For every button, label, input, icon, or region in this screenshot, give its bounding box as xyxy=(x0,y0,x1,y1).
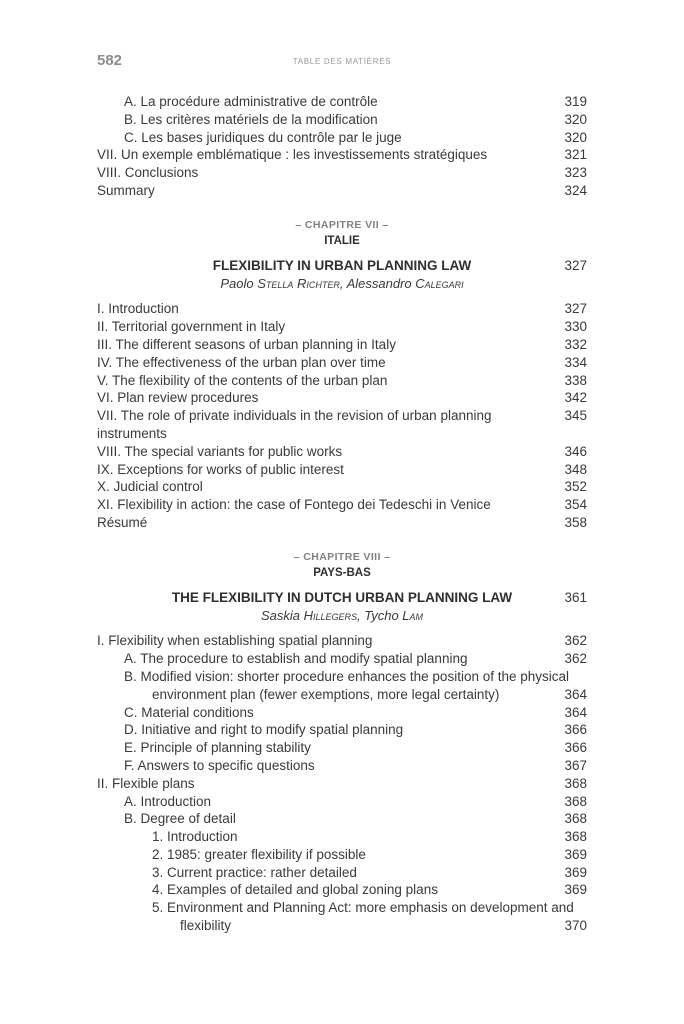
toc-entry xyxy=(97,300,587,318)
entry-page-number: 324 xyxy=(564,182,587,198)
entry-label: I. Flexibility when establishing spatial planning xyxy=(97,633,373,649)
toc-entry xyxy=(97,650,587,668)
toc-entry xyxy=(97,668,587,686)
entry-page-number: 366 xyxy=(564,740,587,756)
entry-page-number: 338 xyxy=(564,372,587,388)
author-given-name: Saskia xyxy=(260,607,304,623)
entry-page-number: 369 xyxy=(564,846,587,862)
entry-label: B. Modified vision: shorter procedure enhances the position of the physical xyxy=(124,668,570,684)
entry-label: I. Introduction xyxy=(97,301,179,317)
entry-page-number: 352 xyxy=(564,479,587,495)
entry-label: VIII. Conclusions xyxy=(97,165,199,181)
entry-page-number: 368 xyxy=(564,811,587,827)
chapter-place: PAYS-BAS xyxy=(313,566,371,579)
entry-page-number: 342 xyxy=(564,390,587,406)
toc-entry xyxy=(97,182,587,200)
entry-page-number: 362 xyxy=(564,633,587,649)
author-given-name: , Tycho xyxy=(357,607,403,623)
entry-label: B. Les critères matériels de la modification xyxy=(124,111,378,127)
entry-page-number: 367 xyxy=(564,757,587,773)
toc-entry xyxy=(97,793,587,811)
toc-entry xyxy=(97,704,587,722)
entry-page-number: 364 xyxy=(564,704,587,720)
entry-label: E. Principle of planning stability xyxy=(124,740,311,756)
entry-page-number: 320 xyxy=(564,129,587,145)
entry-label: X. Judicial control xyxy=(97,479,203,495)
toc-entry xyxy=(97,146,587,164)
chapter-title-page-number: 327 xyxy=(564,257,587,273)
entry-label: V. The flexibility of the contents of the urban plan xyxy=(97,372,388,388)
chapter-title: THE FLEXIBILITY IN DUTCH URBAN PLANNING LAW xyxy=(171,589,513,605)
entry-page-number: 358 xyxy=(564,514,587,530)
toc-entry xyxy=(97,846,587,864)
entry-page-number: 348 xyxy=(564,461,587,477)
toc-entry xyxy=(97,354,587,372)
toc-entry xyxy=(97,93,587,111)
entry-page-number: 345 xyxy=(564,408,587,424)
entry-label: Résumé xyxy=(97,514,148,530)
entry-label: environment plan (fewer exemptions, more legal certainty) xyxy=(152,686,500,702)
entry-label: VIII. The special variants for public works xyxy=(97,443,343,459)
entry-label: D. Initiative and right to modify spatial planning xyxy=(124,722,404,738)
entry-label: 2. 1985: greater flexibility if possible xyxy=(152,846,366,862)
entry-page-number: 369 xyxy=(564,882,587,898)
entry-label: C. Material conditions xyxy=(124,704,254,720)
toc-entry xyxy=(97,881,587,899)
chapter-title-page-number: 361 xyxy=(564,589,587,605)
entry-page-number: 334 xyxy=(564,354,587,370)
toc-entry xyxy=(97,917,587,935)
entry-label: 4. Examples of detailed and global zoning plans xyxy=(152,882,438,898)
entry-page-number: 319 xyxy=(564,94,587,109)
author-surname: Lam xyxy=(402,607,424,623)
entry-page-number: 321 xyxy=(564,147,587,163)
author-given-name: , Alessandro xyxy=(339,275,416,291)
entry-label: IX. Exceptions for works of public interest xyxy=(97,461,344,477)
entry-page-number: 366 xyxy=(564,722,587,738)
entry-label: A. Introduction xyxy=(124,793,212,809)
entry-page-number: 327 xyxy=(564,301,587,317)
toc-entry xyxy=(97,828,587,846)
chapter-place: ITALIE xyxy=(324,234,360,247)
toc-entry xyxy=(97,461,587,479)
entry-label: VII. The role of private individuals in the revision of urban planning instruments xyxy=(97,408,492,441)
entry-label: flexibility xyxy=(180,918,232,934)
folio-page-number: 582 xyxy=(97,52,123,69)
toc-entry xyxy=(97,318,587,336)
toc-entry xyxy=(97,775,587,793)
toc-entry xyxy=(97,129,587,147)
author-given-name: Paolo xyxy=(220,275,258,291)
toc-entry xyxy=(97,514,587,532)
page-header xyxy=(97,52,587,72)
toc-entry xyxy=(97,739,587,757)
entry-label: VII. Un exemple emblématique : les investissements stratégiques xyxy=(97,147,488,163)
chapter-title-row xyxy=(97,589,587,607)
entry-page-number: 370 xyxy=(564,918,587,934)
entry-label: IV. The effectiveness of the urban plan over time xyxy=(97,354,386,370)
entry-label: II. Territorial government in Italy xyxy=(97,319,286,335)
entry-page-number: 332 xyxy=(564,336,587,352)
entry-label: Summary xyxy=(97,182,155,198)
entry-label: 3. Current practice: rather detailed xyxy=(152,864,357,880)
entry-label: VI. Plan review procedures xyxy=(97,390,259,406)
toc-entry xyxy=(97,478,587,496)
entry-page-number: 320 xyxy=(564,111,587,127)
chapter-title: FLEXIBILITY IN URBAN PLANNING LAW xyxy=(212,257,472,273)
entry-page-number: 368 xyxy=(564,793,587,809)
toc-entry xyxy=(97,389,587,407)
entry-page-number: 362 xyxy=(564,651,587,667)
entry-label: A. The procedure to establish and modify spatial planning xyxy=(124,651,468,667)
authors-line xyxy=(97,275,587,293)
toc-entry xyxy=(97,810,587,828)
chapter-title-row xyxy=(97,257,587,275)
toc-entry xyxy=(97,336,587,354)
toc-entry xyxy=(97,407,587,443)
toc-entry xyxy=(97,757,587,775)
author-surname: Hillegers xyxy=(303,607,358,623)
entry-page-number: 368 xyxy=(564,829,587,845)
chapter-kicker: – CHAPITRE VII – xyxy=(295,218,389,231)
entry-label: C. Les bases juridiques du contrôle par le juge xyxy=(124,129,402,145)
author-surname: Stella Richter xyxy=(257,275,340,291)
chapter-heading xyxy=(97,217,587,250)
entry-page-number: 346 xyxy=(564,443,587,459)
entry-label: B. Degree of detail xyxy=(124,811,236,827)
toc-entry xyxy=(97,443,587,461)
author-surname: Calegari xyxy=(415,275,464,291)
entry-page-number: 354 xyxy=(564,497,587,513)
toc-entry xyxy=(97,864,587,882)
table-of-contents xyxy=(97,93,587,935)
entry-page-number: 369 xyxy=(564,864,587,880)
toc-entry xyxy=(97,686,587,704)
entry-label: II. Flexible plans xyxy=(97,775,195,791)
authors-line xyxy=(97,607,587,625)
toc-entry xyxy=(97,899,587,917)
entry-label: 1. Introduction xyxy=(152,829,238,845)
entry-page-number: 368 xyxy=(564,775,587,791)
entry-label: XI. Flexibility in action: the case of Fontego dei Tedeschi in Venice xyxy=(97,497,491,513)
chapter-kicker: – CHAPITRE VIII – xyxy=(293,550,391,563)
running-head: TABLE DES MATIÈRES xyxy=(292,57,392,66)
entry-page-number: 323 xyxy=(564,165,587,181)
toc-entry xyxy=(97,632,587,650)
entry-page-number: 330 xyxy=(564,319,587,335)
toc-entry xyxy=(97,164,587,182)
toc-entry xyxy=(97,721,587,739)
chapter-heading xyxy=(97,549,587,582)
entry-label: 5. Environment and Planning Act: more emphasis on development and xyxy=(152,900,574,916)
entry-label: A. La procédure administrative de contrôle xyxy=(124,94,378,109)
toc-entry xyxy=(97,496,587,514)
toc-entry xyxy=(97,111,587,129)
entry-page-number: 364 xyxy=(564,686,587,702)
entry-label: III. The different seasons of urban planning in Italy xyxy=(97,336,396,352)
toc-entry xyxy=(97,372,587,390)
entry-label: F. Answers to specific questions xyxy=(124,757,315,773)
